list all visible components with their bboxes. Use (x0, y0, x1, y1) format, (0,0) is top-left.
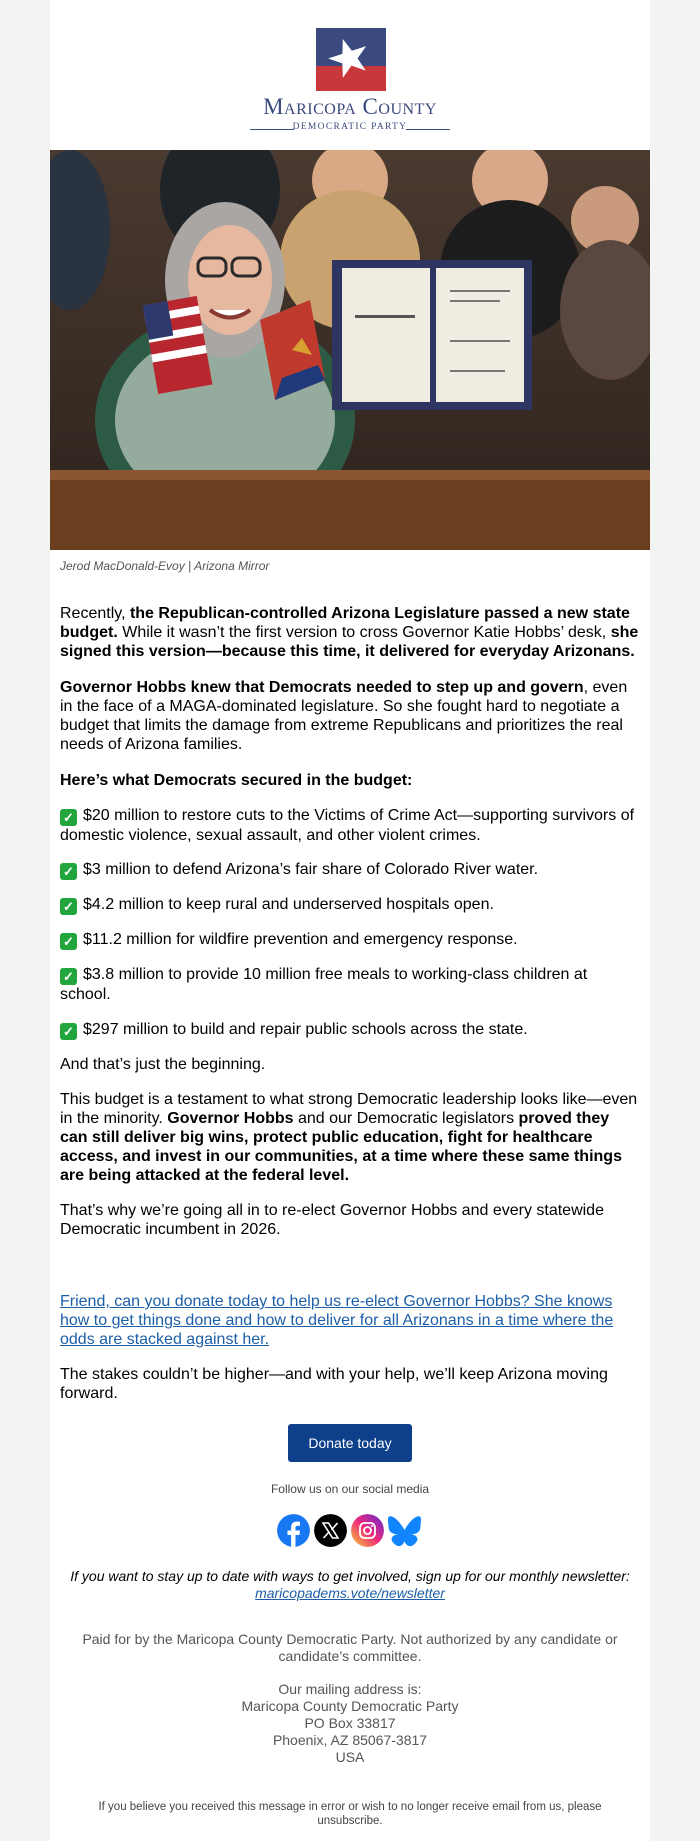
donate-link[interactable]: Friend, can you donate today to help us re-elect Governor Hobbs? She knows how to get things done and how to deliver for all Arizonans in a time where the odds are stacked against her. (60, 1293, 614, 1348)
newsletter-note (70, 1568, 630, 1602)
social-icons (277, 1514, 423, 1548)
photo-caption: Jerod MacDonald-Evoy | Arizona Mirror (60, 559, 270, 573)
list-item (60, 895, 640, 915)
governor-bold: Governor Hobbs knew that Democrats needed to step up and govern (60, 679, 584, 696)
beginning-text: And that’s just the beginning. (60, 1056, 266, 1073)
checkmark-icon: ✓ (60, 898, 77, 915)
star-logo-icon (316, 28, 386, 91)
instagram-icon[interactable] (351, 1514, 384, 1547)
intro-bold-1: the Republican-controlled Arizona Legislature passed a new state budget. (60, 605, 630, 641)
list-item-text: $11.2 million for wildfire prevention and emergency response. (83, 931, 518, 948)
hero-photo (50, 150, 650, 550)
intro-text-1: Recently, (60, 605, 130, 622)
x-icon[interactable] (314, 1514, 347, 1547)
logo-subtitle-row (250, 122, 450, 136)
mailing-label: Our mailing address is: (278, 1681, 422, 1697)
checkmark-icon: ✓ (60, 1023, 77, 1040)
checkmark-icon: ✓ (60, 933, 77, 950)
governor-paragraph (60, 678, 640, 754)
intro-paragraph (60, 604, 640, 661)
governor-text: , even in the face of a MAGA-dominated legislature. So she fought hard to negotiate a budget that limits the damage from extreme Republicans and prioritizes the real needs of Arizona families. (60, 679, 628, 753)
newsletter-link[interactable]: maricopadems.vote/newsletter (255, 1585, 445, 1601)
list-item (60, 965, 640, 1004)
list-item-text: $3.8 million to provide 10 million free meals to working-class children at school. (60, 966, 588, 1003)
mailing-address (70, 1681, 630, 1766)
testament-text-1: This budget is a testament to what strong Democratic leadership looks like—even in the minority. (60, 1091, 638, 1127)
logo-title: Maricopa County (263, 94, 437, 119)
list-item-text: $297 million to build and repair public schools across the state. (83, 1021, 528, 1038)
checkmark-icon: ✓ (60, 809, 77, 826)
unsubscribe-notice[interactable]: If you believe you received this message in error or wish to no longer receive email from us, please unsubscribe. (98, 1801, 602, 1827)
intro-text-2: While it wasn’t the first version to cross Governor Katie Hobbs’ desk, (117, 624, 611, 641)
list-item (60, 930, 640, 950)
intro-bold-2: she signed this version—because this time, it delivered for everyday Arizonans. (60, 624, 639, 660)
list-item-text: $3 million to defend Arizona’s fair share of Colorado River water. (83, 861, 539, 878)
reelect-paragraph: That’s why we’re going all in to re-elect Governor Hobbs and every statewide Democratic incumbent in 2026. (60, 1202, 604, 1238)
address-line: Maricopa County Democratic Party (241, 1698, 459, 1714)
list-item-text: $4.2 million to keep rural and underserved hospitals open. (83, 896, 494, 913)
checkmark-icon: ✓ (60, 968, 77, 985)
donate-button[interactable]: Donate today (288, 1424, 412, 1462)
paid-for-notice: Paid for by the Maricopa County Democratic Party. Not authorized by any candidate or candidate’s committee. (82, 1631, 618, 1664)
address-line: PO Box 33817 (304, 1715, 396, 1731)
checkmark-icon: ✓ (60, 863, 77, 880)
address-line: Phoenix, AZ 85067-3817 (272, 1732, 428, 1748)
list-item (60, 806, 640, 845)
logo-subtitle: DEMOCRATIC PARTY (292, 122, 408, 132)
party-logo[interactable] (50, 28, 650, 132)
testament-bold-2: proved they can still deliver big wins, protect public education, fight for healthcare access, and invest in our communities, at a time where these same things are being attacked at the federal level. (60, 1110, 622, 1184)
newsletter-text: If you want to stay up to date with ways to get involved, sign up for our monthly newsletter: (70, 1568, 630, 1584)
list-item (60, 860, 640, 880)
address-line: USA (335, 1749, 365, 1765)
social-label: Follow us on our social media (270, 1482, 430, 1496)
list-item (60, 1020, 640, 1040)
list-item-text: $20 million to restore cuts to the Victims of Crime Act—supporting survivors of domestic violence, sexual assault, and other violent crimes. (60, 807, 635, 844)
bluesky-icon[interactable] (388, 1514, 421, 1547)
testament-bold-1: Governor Hobbs (167, 1110, 294, 1127)
list-heading: Here’s what Democrats secured in the budget: (60, 772, 413, 789)
testament-text-2: and our Democratic legislators (293, 1110, 519, 1127)
email-card (50, 0, 650, 1841)
stakes-paragraph: The stakes couldn’t be higher—and with your help, we’ll keep Arizona moving forward. (60, 1366, 608, 1402)
testament-paragraph (60, 1090, 640, 1185)
facebook-icon[interactable] (277, 1514, 310, 1547)
